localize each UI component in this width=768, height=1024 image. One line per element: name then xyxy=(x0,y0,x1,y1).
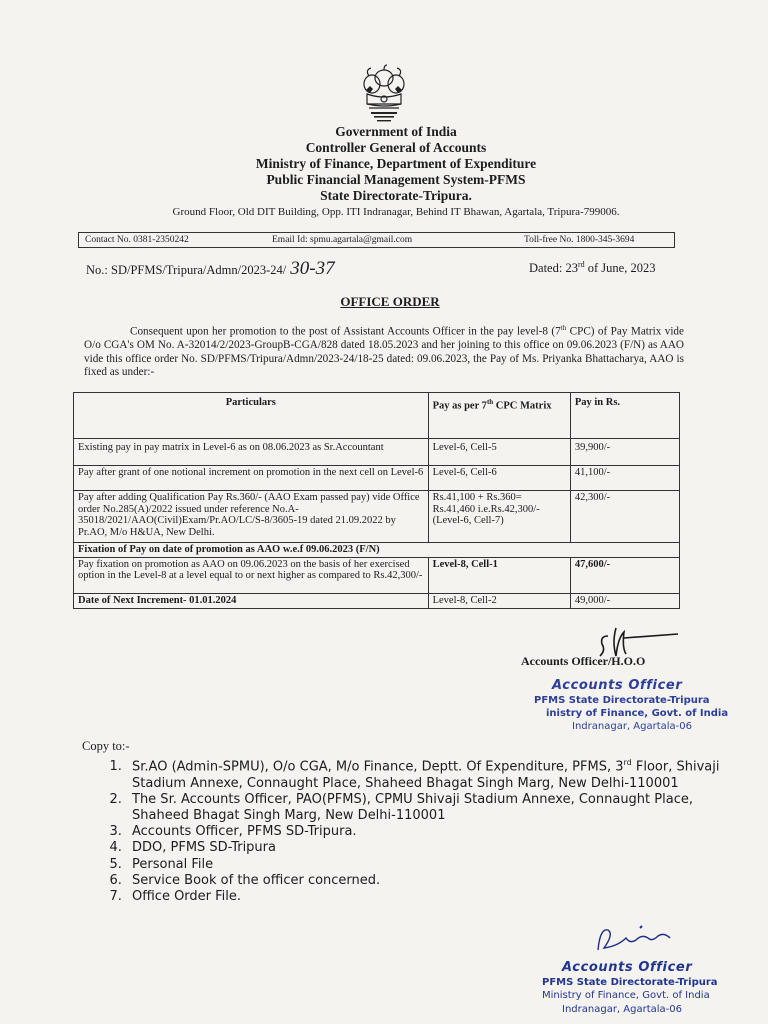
fixation-heading-row xyxy=(74,543,680,558)
cell-particulars: Existing pay in pay matrix in Level-6 as on 08.06.2023 as Sr.Accountant xyxy=(74,439,429,466)
signatory-designation: Accounts Officer/H.O.O xyxy=(521,654,646,668)
signature-icon xyxy=(578,920,688,962)
paragraph-part2: CPC) of Pay Matrix vide O/o CGA's OM No. A-32014/2/2023-GroupB-CGA/828 dated 18.05.2023 and her joining to this office on 09.06.2023 (F/N) as AAO vide this office order No. SD/PFMS/Tripura/Admn/2023-24/18-25 dated: 09.06.2023, the Pay of Ms. Priyanka Bhattacharya, AAO is fixed as under:- xyxy=(84,325,684,378)
order-date xyxy=(529,260,655,276)
table-row xyxy=(74,439,680,466)
page-title: OFFICE ORDER xyxy=(340,294,440,309)
copy-item1-sup: rd xyxy=(623,758,632,767)
cell-particulars: Pay after grant of one notional increment on promotion in the next cell on Level-6 xyxy=(74,466,429,491)
copy-to-list xyxy=(84,755,728,905)
stamp-line4: Indranagar, Agartala-06 xyxy=(572,721,692,732)
cell-matrix: Level-8, Cell-2 xyxy=(428,593,570,608)
list-item: 3. Accounts Officer, PFMS SD-Tripura. xyxy=(126,824,728,840)
cell-pay: 47,600/- xyxy=(570,557,679,593)
header-particulars: Particulars xyxy=(74,393,429,439)
contact-email: Email Id: spmu.agartala@gmail.com xyxy=(272,235,413,245)
date-ordinal: rd xyxy=(577,260,585,269)
stamp-line3: inistry of Finance, Govt. of India xyxy=(546,708,729,719)
header-matrix-post: CPC Matrix xyxy=(493,400,552,412)
header-pay: Pay in Rs. xyxy=(570,393,679,439)
paragraph-part1: Consequent upon her promotion to the post of Assistant Accounts Officer in the pay level-8 (7 xyxy=(130,325,561,338)
header-address: Ground Floor, Old DIT Building, Opp. ITI Indranagar, Behind IT Bhawan, Agartala, Tripura-799006. xyxy=(172,206,620,218)
table-row xyxy=(74,557,680,593)
cell-matrix: Level-6, Cell-6 xyxy=(428,466,570,491)
list-item xyxy=(126,755,728,792)
national-emblem-icon xyxy=(357,64,411,126)
order-paragraph xyxy=(84,322,684,379)
table-header-row xyxy=(74,393,680,439)
list-item: 2. The Sr. Accounts Officer, PAO(PFMS), CPMU Shivaji Stadium Annexe, Connaught Place, Shaheed Bhagat Singh Marg, New Delhi-110001 xyxy=(126,792,728,824)
header-matrix-pre: Pay as per 7 xyxy=(432,400,487,412)
fixation-heading: Fixation of Pay on date of promotion as AAO w.e.f 09.06.2023 (F/N) xyxy=(74,543,680,558)
stamp-line3: Ministry of Finance, Govt. of India xyxy=(542,990,710,1001)
cell-particulars: Pay after adding Qualification Pay Rs.360/- (AAO Exam passed pay) vide Office order No.285(A)/2022 issued under reference No.A-35018/2021/AAO(Civil)Exam/Pr.AO/LC/S-8/3605-19 dated 21.09.2022 by Pr.AO, M/o H&UA, New Delhi. xyxy=(74,491,429,543)
pay-fixation-table xyxy=(73,392,680,609)
header-matrix-sup: th xyxy=(486,398,494,406)
reference-prefix: No.: SD/PFMS/Tripura/Admn/2023-24/ xyxy=(86,263,287,277)
contact-tollfree: Toll-free No. 1800-345-3694 xyxy=(524,235,635,245)
reference-number xyxy=(86,258,335,280)
header-pfms: Public Financial Management System-PFMS xyxy=(266,172,526,187)
cell-pay: 42,300/- xyxy=(570,491,679,543)
cell-pay: 39,900/- xyxy=(570,439,679,466)
stamp-line2: PFMS State Directorate-Tripura xyxy=(534,695,710,706)
header-ministry: Ministry of Finance, Department of Expenditure xyxy=(255,156,537,171)
header-matrix xyxy=(428,393,570,439)
cell-matrix: Rs.41,100 + Rs.360= Rs.41,460 i.e.Rs.42,300/- (Level-6, Cell-7) xyxy=(428,491,570,543)
table-row xyxy=(74,491,680,543)
paragraph-sup: th xyxy=(560,324,567,332)
copy-to-label: Copy to:- xyxy=(82,739,130,753)
header-directorate: State Directorate-Tripura. xyxy=(320,188,472,203)
list-item: 5. Personal File xyxy=(126,857,728,873)
date-prefix: Dated: 23 xyxy=(529,261,578,276)
stamp-title: Accounts Officer xyxy=(562,960,693,975)
copy-item1-post: Floor, Shivaji Stadium Annexe, Connaught Place, Shaheed Bhagat Singh Marg, New Delhi-110001 xyxy=(132,759,720,791)
list-item: 6. Service Book of the officer concerned. xyxy=(126,873,728,889)
stamp-title: Accounts Officer xyxy=(552,678,683,693)
copy-item1-pre: Sr.AO (Admin-SPMU), O/o CGA, M/o Finance, Deptt. Of Expenditure, PFMS, 3 xyxy=(132,759,624,775)
cell-particulars: Pay fixation on promotion as AAO on 09.06.2023 on the basis of her exercised option in the Level-8 at a level equal to or next higher as compared to Rs.42,300/- xyxy=(74,557,429,593)
contact-phone: Contact No. 0381-2350242 xyxy=(85,235,189,245)
table-row xyxy=(74,593,680,608)
header-government: Government of India xyxy=(335,124,457,139)
cell-pay: 41,100/- xyxy=(570,466,679,491)
cell-matrix: Level-8, Cell-1 xyxy=(428,557,570,593)
stamp-line2: PFMS State Directorate-Tripura xyxy=(542,977,718,988)
list-item: 7. Office Order File. xyxy=(126,889,728,905)
stamp-line4: Indranagar, Agartala-06 xyxy=(562,1004,682,1015)
cell-pay: 49,000/- xyxy=(570,593,679,608)
cell-matrix: Level-6, Cell-5 xyxy=(428,439,570,466)
date-suffix: of June, 2023 xyxy=(584,261,656,276)
contact-bar xyxy=(78,232,675,248)
cell-particulars: Date of Next Increment- 01.01.2024 xyxy=(74,593,429,608)
handwritten-order-number: 30-37 xyxy=(290,258,335,279)
table-row xyxy=(74,466,680,491)
header-cga: Controller General of Accounts xyxy=(305,140,487,155)
list-item: 4. DDO, PFMS SD-Tripura xyxy=(126,840,728,856)
